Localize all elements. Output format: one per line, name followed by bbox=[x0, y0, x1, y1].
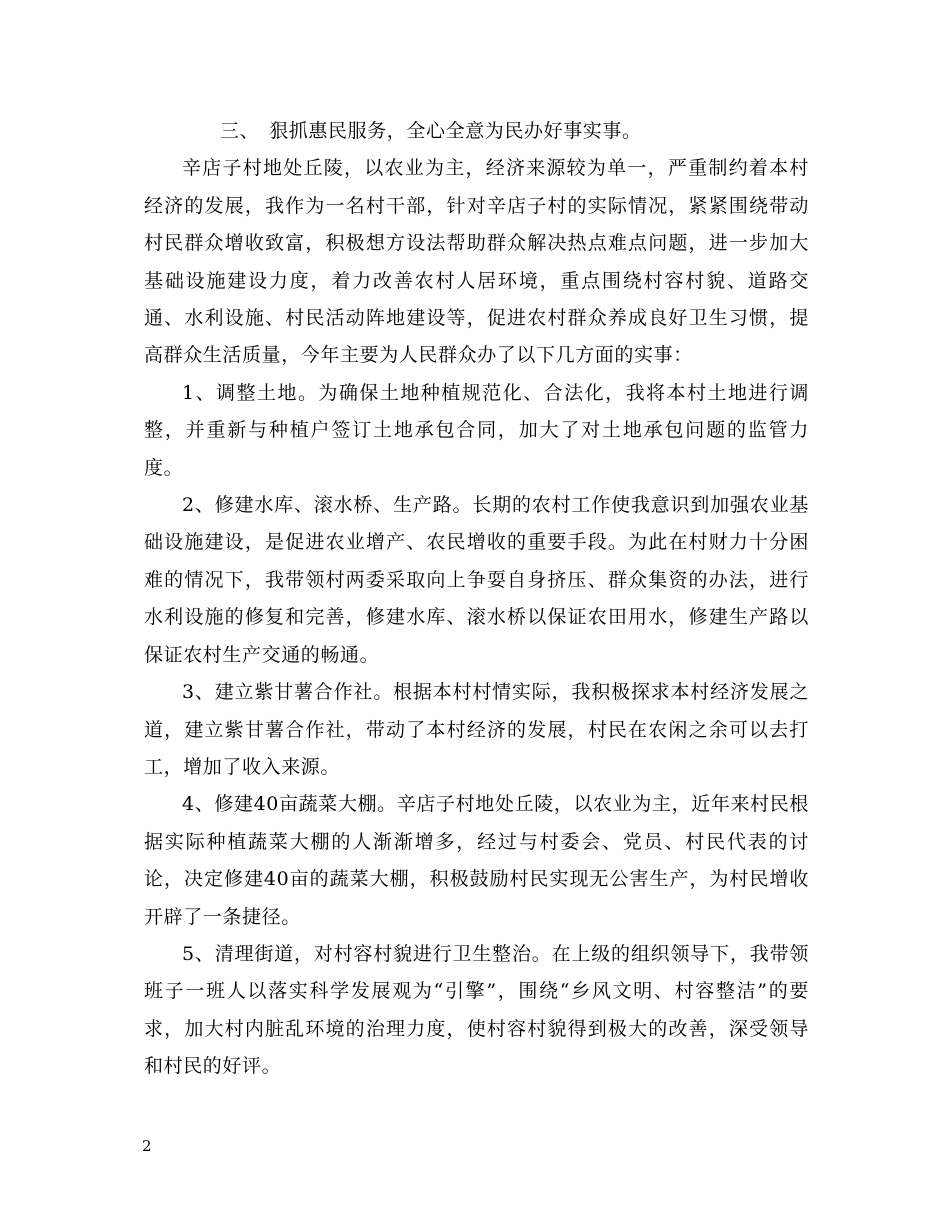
paragraph-item-4: 4、修建40亩蔬菜大棚。辛店子村地处丘陵，以农业为主，近年来村民根据实际种植蔬菜大棚的人渐渐增多，经过与村委会、党员、村民代表的讨论，决定修建40亩的蔬菜大棚，积极鼓励村民实现无公害生产，为村民增收开辟了一条捷径。 bbox=[144, 793, 809, 928]
page-number: 2 bbox=[142, 1137, 152, 1155]
paragraph-item-5: 5、清理街道，对村容村貌进行卫生整治。在上级的组织领导下，我带领班子一班人以落实科学发展观为“引擎”，围绕“乡风文明、村容整洁”的要求，加大村内脏乱环境的治理力度，使村容村貌得到极大的改善，深受领导和村民的好评。 bbox=[144, 942, 809, 1078]
section-heading bbox=[144, 113, 809, 150]
paragraph-intro: 辛店子村地处丘陵，以农业为主，经济来源较为单一，严重制约着本村经济的发展，我作为一名村干部，针对辛店子村的实际情况，紧紧围绕带动村民群众增收致富，积极想方设法帮助群众解决热点难点问题，进一步加大基础设施建设力度，着力改善农村人居环境，重点围绕村容村貌、道路交通、水利设施、村民活动阵地建设等，促进农村群众养成良好卫生习惯，提高群众生活质量，今年主要为人民群众办了以下几方面的实事： bbox=[144, 157, 809, 367]
section-number: 三、 bbox=[220, 120, 260, 142]
paragraph-item-3: 3、建立紫甘薯合作社。根据本村村情实际，我积极探求本村经济发展之道，建立紫甘薯合作社，带动了本村经济的发展，村民在农闲之余可以去打工，增加了收入来源。 bbox=[144, 681, 809, 778]
section-title: 狠抓惠民服务，全心全意为民办好事实事。 bbox=[269, 120, 642, 142]
document-body bbox=[144, 113, 809, 1086]
paragraph-item-2: 2、修建水库、滚水桥、生产路。长期的农村工作使我意识到加强农业基础设施建设，是促进农业增产、农民增收的重要手段。为此在村财力十分困难的情况下，我带领村两委采取向上争耍自身挤压、群众集资的办法，进行水利设施的修复和完善，修建水库、滚水桥以保证农田用水，修建生产路以保证农村生产交通的畅通。 bbox=[144, 494, 809, 666]
paragraph-item-1: 1、调整土地。为确保土地种植规范化、合法化，我将本村土地进行调整，并重新与种植户签订土地承包合同，加大了对土地承包问题的监管力度。 bbox=[144, 381, 809, 479]
